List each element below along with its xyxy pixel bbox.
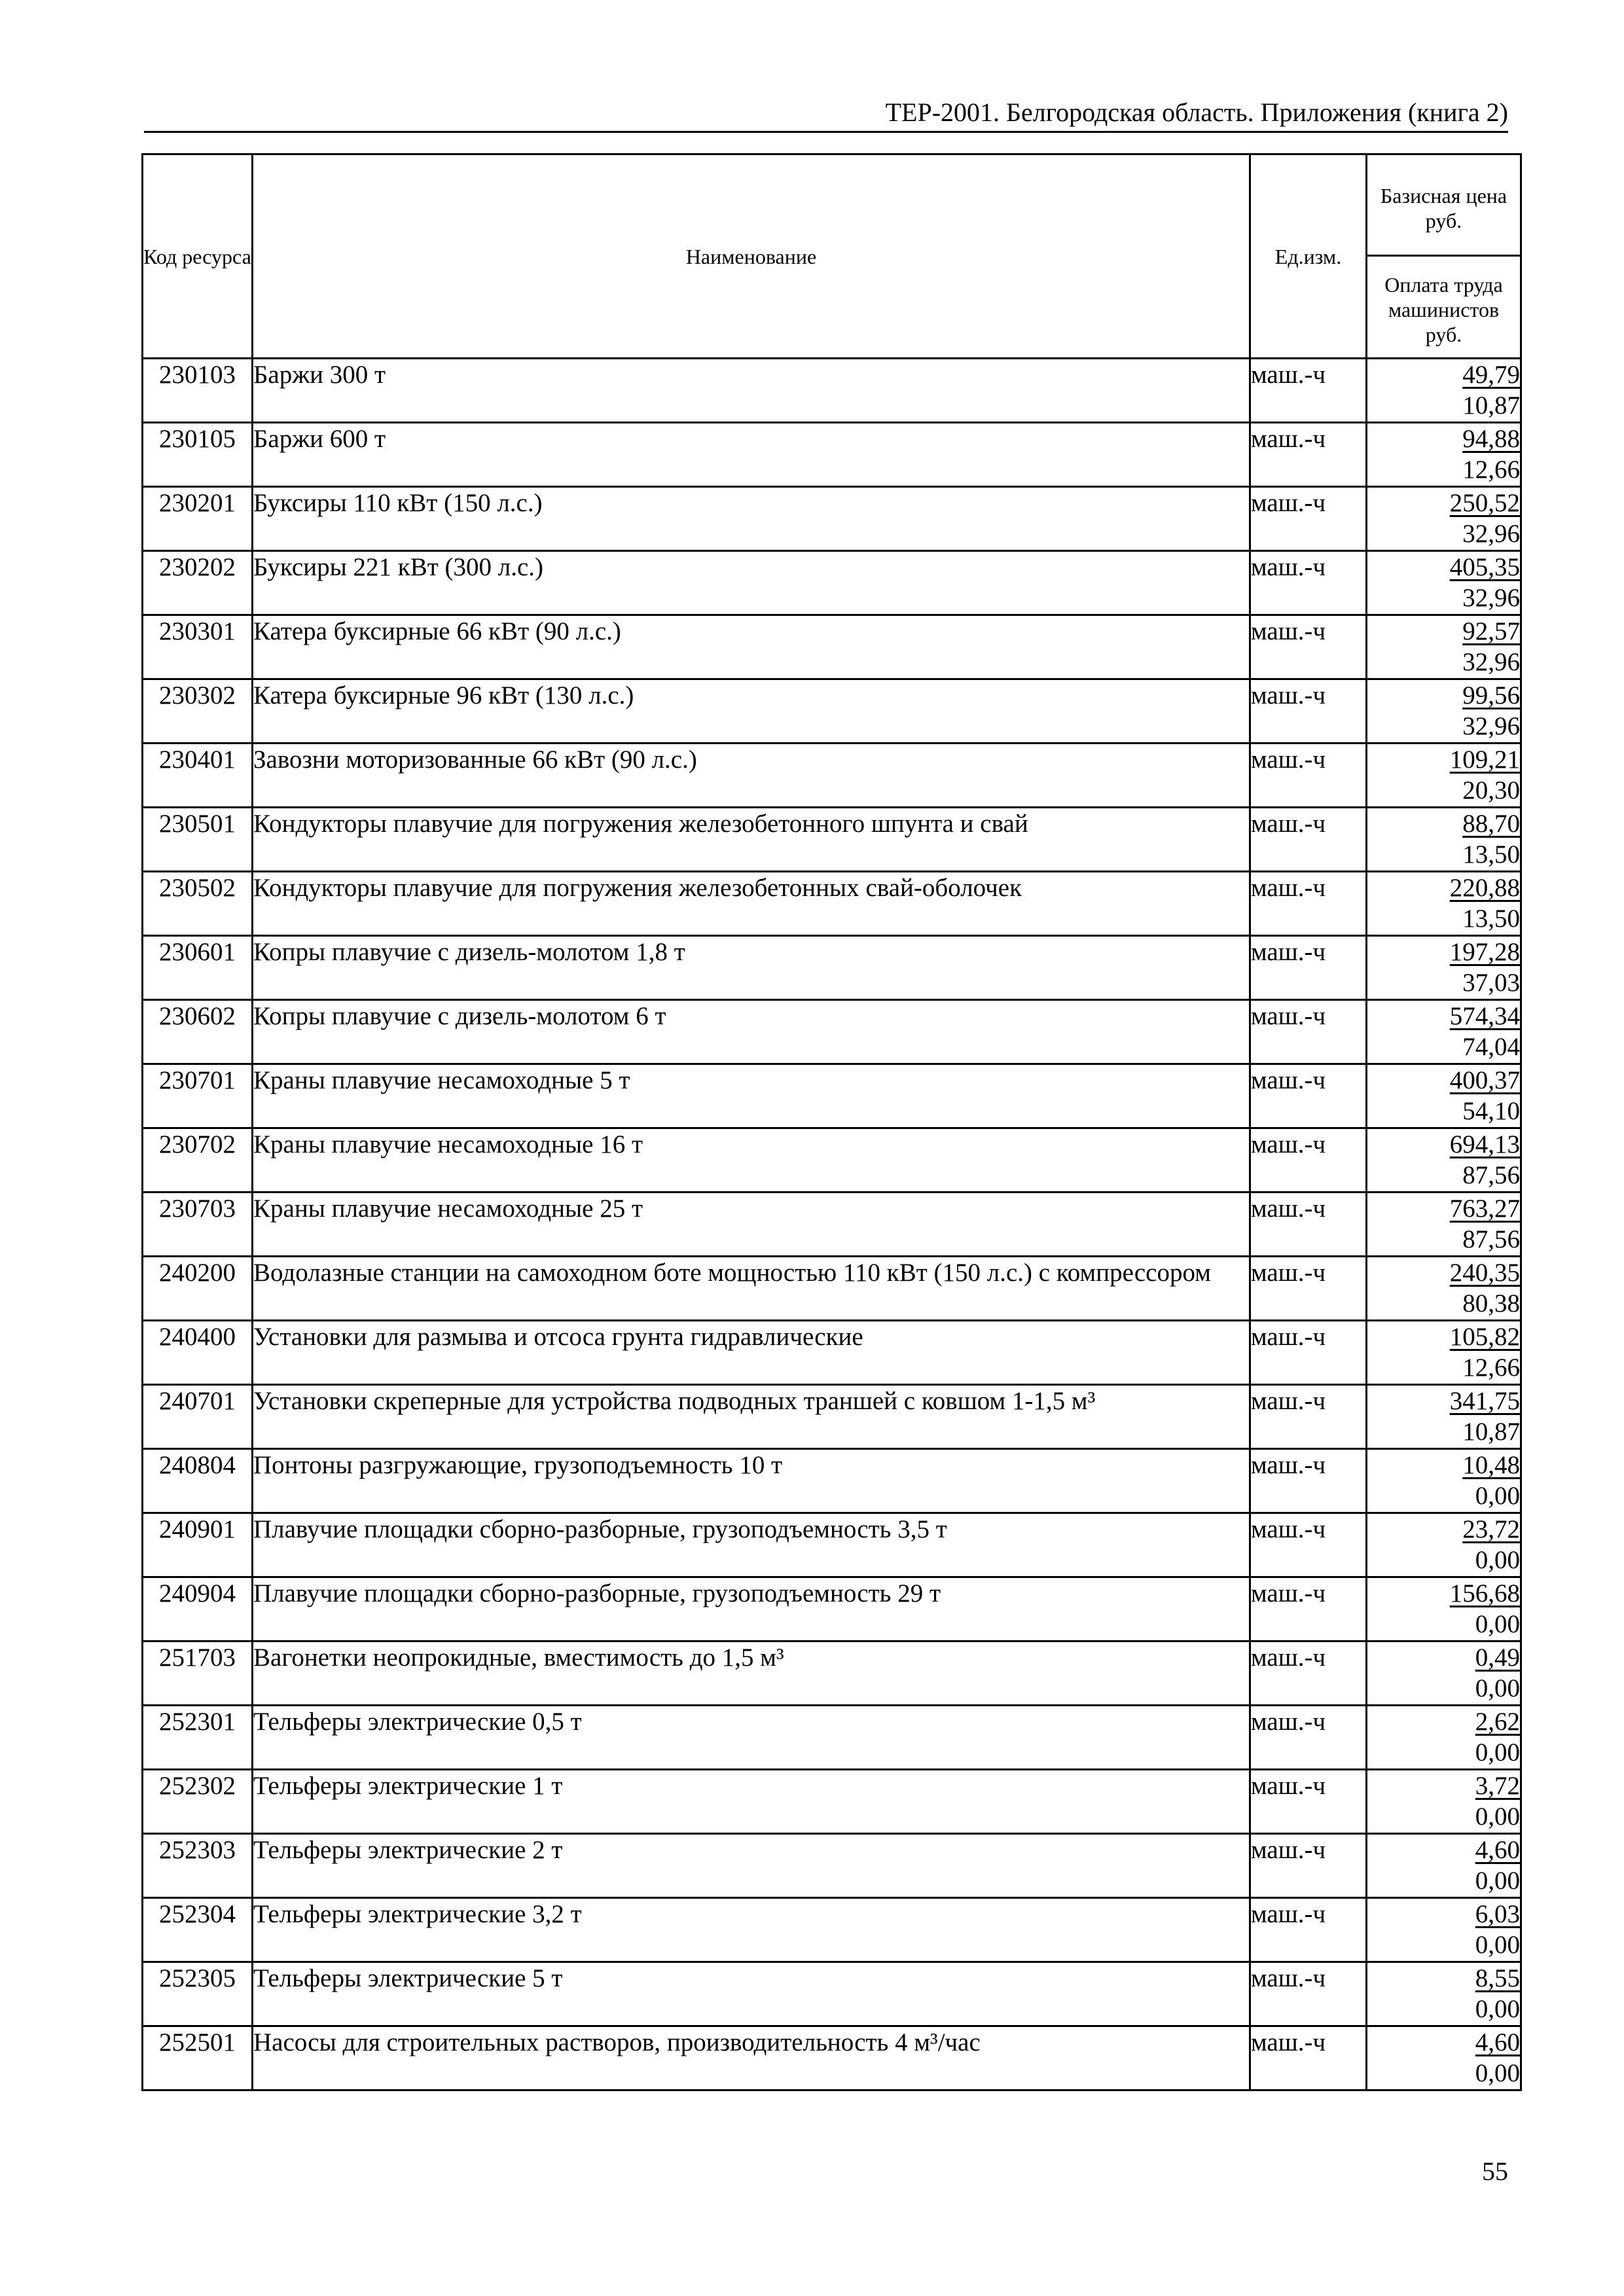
table-row (143, 1641, 1521, 1706)
resource-name: Катера буксирные 96 кВт (130 л.с.) (253, 679, 1250, 744)
labor-pay: 0,00 (1475, 1738, 1520, 1767)
labor-pay: 0,00 (1475, 1482, 1520, 1510)
page-number: 55 (1482, 2157, 1508, 2186)
resource-code: 240901 (143, 1513, 253, 1577)
resource-unit: маш.-ч (1250, 936, 1367, 1000)
base-price-line (1367, 1835, 1520, 1865)
base-price-line (1367, 1450, 1520, 1480)
base-price: 92,57 (1462, 617, 1520, 645)
base-price: 109,21 (1449, 745, 1520, 774)
labor-pay: 87,56 (1462, 1225, 1520, 1253)
labor-pay: 0,00 (1475, 1674, 1520, 1702)
price-cell (1367, 936, 1521, 1000)
table-row (143, 1385, 1521, 1449)
resource-name: Краны плавучие несамоходные 16 т (253, 1128, 1250, 1193)
price-cell (1367, 423, 1521, 487)
labor-pay: 10,87 (1462, 1418, 1520, 1446)
base-price-line (1367, 1321, 1520, 1352)
resource-code: 252304 (143, 1898, 253, 1962)
labor-pay: 54,10 (1462, 1097, 1520, 1125)
resource-code: 230701 (143, 1064, 253, 1128)
base-price: 341,75 (1449, 1387, 1520, 1415)
resource-name: Установки для размыва и отсоса грунта гидравлические (253, 1321, 1250, 1385)
labor-pay: 0,00 (1475, 1546, 1520, 1574)
column-header-name: Наименование (253, 154, 1250, 359)
base-price: 6,03 (1475, 1900, 1520, 1928)
resource-code: 230201 (143, 487, 253, 551)
base-price-line (1367, 1386, 1520, 1416)
resource-name: Кондукторы плавучие для погружения железобетонных свай-оболочек (253, 872, 1250, 936)
labor-pay: 0,00 (1475, 1995, 1520, 2023)
price-cell (1367, 1898, 1521, 1962)
table-body (143, 359, 1521, 2090)
base-price-line (1367, 552, 1520, 583)
resource-unit: маш.-ч (1250, 2026, 1367, 2090)
resource-code: 240200 (143, 1257, 253, 1321)
labor-pay: 20,30 (1462, 776, 1520, 804)
resource-unit: маш.-ч (1250, 1641, 1367, 1706)
resource-unit: маш.-ч (1250, 1064, 1367, 1128)
resource-code: 230703 (143, 1193, 253, 1257)
base-price: 88,70 (1462, 810, 1520, 838)
column-header-unit: Ед.изм. (1250, 154, 1367, 359)
table-row (143, 423, 1521, 487)
base-price-line (1367, 359, 1520, 390)
labor-pay: 12,66 (1462, 1354, 1520, 1382)
resource-name: Краны плавучие несамоходные 5 т (253, 1064, 1250, 1128)
resource-code: 252302 (143, 1770, 253, 1834)
resource-name: Баржи 300 т (253, 359, 1250, 423)
table-row (143, 679, 1521, 744)
base-price: 220,88 (1449, 874, 1520, 902)
table-row (143, 551, 1521, 615)
price-cell (1367, 1770, 1521, 1834)
base-price-line (1367, 1899, 1520, 1929)
labor-pay: 32,96 (1462, 648, 1520, 676)
base-price-line (1367, 744, 1520, 775)
table-row (143, 1193, 1521, 1257)
resource-name: Копры плавучие с дизель-молотом 1,8 т (253, 936, 1250, 1000)
base-price-line (1367, 808, 1520, 839)
resource-code: 230302 (143, 679, 253, 744)
base-price-line (1367, 680, 1520, 711)
base-price: 105,82 (1449, 1323, 1520, 1351)
resource-name: Вагонетки неопрокидные, вместимость до 1,5 м³ (253, 1641, 1250, 1706)
resource-unit: маш.-ч (1250, 808, 1367, 872)
base-price-line (1367, 937, 1520, 967)
base-price-line (1367, 1963, 1520, 1994)
resource-name: Насосы для строительных растворов, производительность 4 м³/час (253, 2026, 1250, 2090)
resource-name: Тельферы электрические 3,2 т (253, 1898, 1250, 1962)
labor-pay: 32,96 (1462, 712, 1520, 740)
resource-name: Тельферы электрические 0,5 т (253, 1706, 1250, 1770)
resource-name: Краны плавучие несамоходные 25 т (253, 1193, 1250, 1257)
resource-code: 230103 (143, 359, 253, 423)
price-cell (1367, 487, 1521, 551)
base-price: 694,13 (1449, 1130, 1520, 1158)
labor-pay: 80,38 (1462, 1289, 1520, 1318)
resource-unit: маш.-ч (1250, 1000, 1367, 1064)
base-price-line (1367, 1770, 1520, 1801)
table-row (143, 744, 1521, 808)
price-cell (1367, 872, 1521, 936)
resource-name: Водолазные станции на самоходном боте мощностью 110 кВт (150 л.с.) с компрессором (253, 1257, 1250, 1321)
price-cell (1367, 1449, 1521, 1513)
table-row (143, 1962, 1521, 2026)
resource-code: 230501 (143, 808, 253, 872)
resource-code: 240400 (143, 1321, 253, 1385)
labor-pay: 74,04 (1462, 1033, 1520, 1061)
base-price-line (1367, 423, 1520, 454)
resource-name: Буксиры 221 кВт (300 л.с.) (253, 551, 1250, 615)
price-cell (1367, 359, 1521, 423)
resource-code: 240701 (143, 1385, 253, 1449)
price-cell (1367, 679, 1521, 744)
table-row (143, 1000, 1521, 1064)
resource-unit: маш.-ч (1250, 615, 1367, 679)
price-cell (1367, 808, 1521, 872)
resource-unit: маш.-ч (1250, 1834, 1367, 1898)
resource-unit: маш.-ч (1250, 1577, 1367, 1641)
base-price: 8,55 (1475, 1964, 1520, 1992)
resource-name: Завозни моторизованные 66 кВт (90 л.с.) (253, 744, 1250, 808)
price-cell (1367, 1193, 1521, 1257)
price-cell (1367, 1513, 1521, 1577)
labor-pay: 0,00 (1475, 1931, 1520, 1959)
labor-pay: 10,87 (1462, 391, 1520, 420)
resource-unit: маш.-ч (1250, 744, 1367, 808)
table-row (143, 1128, 1521, 1193)
price-cell (1367, 1064, 1521, 1128)
resource-code: 252501 (143, 2026, 253, 2090)
resource-name: Тельферы электрические 5 т (253, 1962, 1250, 2026)
labor-pay: 13,50 (1462, 905, 1520, 933)
resource-code: 252303 (143, 1834, 253, 1898)
base-price-line (1367, 2027, 1520, 2058)
resource-name: Копры плавучие с дизель-молотом 6 т (253, 1000, 1250, 1064)
base-price: 240,35 (1449, 1259, 1520, 1287)
resource-unit: маш.-ч (1250, 359, 1367, 423)
table-row (143, 1770, 1521, 1834)
price-cell (1367, 1834, 1521, 1898)
table-row (143, 1513, 1521, 1577)
base-price-line (1367, 1129, 1520, 1160)
resource-code: 230702 (143, 1128, 253, 1193)
base-price-line (1367, 872, 1520, 903)
table-row (143, 1321, 1521, 1385)
labor-pay: 12,66 (1462, 456, 1520, 484)
resource-code: 251703 (143, 1641, 253, 1706)
base-price: 23,72 (1462, 1515, 1520, 1543)
table-row (143, 808, 1521, 872)
base-price: 3,72 (1475, 1772, 1520, 1800)
resource-code: 252301 (143, 1706, 253, 1770)
resource-unit: маш.-ч (1250, 1898, 1367, 1962)
table-row (143, 1064, 1521, 1128)
table-row (143, 615, 1521, 679)
column-header-labor-pay: Оплата труда машинистов руб. (1367, 256, 1521, 359)
table-row (143, 359, 1521, 423)
price-cell (1367, 1257, 1521, 1321)
resource-code: 252305 (143, 1962, 253, 2026)
resource-name: Тельферы электрические 2 т (253, 1834, 1250, 1898)
table-row (143, 1898, 1521, 1962)
resource-code: 230401 (143, 744, 253, 808)
base-price-line (1367, 616, 1520, 647)
resource-unit: маш.-ч (1250, 872, 1367, 936)
resource-code: 230105 (143, 423, 253, 487)
resource-name: Буксиры 110 кВт (150 л.с.) (253, 487, 1250, 551)
table-row (143, 1834, 1521, 1898)
resource-unit: маш.-ч (1250, 551, 1367, 615)
base-price-line (1367, 1642, 1520, 1673)
table-header (143, 154, 1521, 359)
base-price-line (1367, 1001, 1520, 1031)
price-cell (1367, 1000, 1521, 1064)
price-cell (1367, 1641, 1521, 1706)
labor-pay: 32,96 (1462, 520, 1520, 548)
resource-name: Катера буксирные 66 кВт (90 л.с.) (253, 615, 1250, 679)
price-cell (1367, 1577, 1521, 1641)
price-cell (1367, 1962, 1521, 2026)
price-cell (1367, 1706, 1521, 1770)
base-price-line (1367, 1706, 1520, 1737)
resource-unit: маш.-ч (1250, 1321, 1367, 1385)
labor-pay: 87,56 (1462, 1161, 1520, 1189)
resource-name: Плавучие площадки сборно-разборные, грузоподъемность 29 т (253, 1577, 1250, 1641)
base-price: 99,56 (1462, 681, 1520, 709)
resource-unit: маш.-ч (1250, 679, 1367, 744)
resource-name: Баржи 600 т (253, 423, 1250, 487)
base-price-line (1367, 1065, 1520, 1096)
base-price-line (1367, 488, 1520, 518)
resource-name: Кондукторы плавучие для погружения железобетонного шпунта и свай (253, 808, 1250, 872)
resource-unit: маш.-ч (1250, 1706, 1367, 1770)
base-price-line (1367, 1193, 1520, 1224)
resource-code: 230502 (143, 872, 253, 936)
base-price: 574,34 (1449, 1002, 1520, 1030)
table-row (143, 936, 1521, 1000)
resource-unit: маш.-ч (1250, 1513, 1367, 1577)
resource-name: Понтоны разгружающие, грузоподъемность 10 т (253, 1449, 1250, 1513)
price-cell (1367, 744, 1521, 808)
column-header-code: Код ресурса (143, 154, 253, 359)
base-price: 250,52 (1449, 489, 1520, 517)
base-price: 405,35 (1449, 553, 1520, 581)
price-cell (1367, 1321, 1521, 1385)
price-cell (1367, 615, 1521, 679)
price-cell (1367, 2026, 1521, 2090)
price-cell (1367, 1128, 1521, 1193)
header-rule (144, 131, 1508, 133)
resource-unit: маш.-ч (1250, 1385, 1367, 1449)
table-row (143, 872, 1521, 936)
base-price: 400,37 (1449, 1066, 1520, 1094)
labor-pay: 37,03 (1462, 969, 1520, 997)
resource-code: 230601 (143, 936, 253, 1000)
labor-pay: 0,00 (1475, 2059, 1520, 2087)
resource-code: 230301 (143, 615, 253, 679)
resource-unit: маш.-ч (1250, 1962, 1367, 2026)
price-cell (1367, 551, 1521, 615)
base-price: 197,28 (1449, 938, 1520, 966)
resource-name: Плавучие площадки сборно-разборные, грузоподъемность 3,5 т (253, 1513, 1250, 1577)
resource-unit: маш.-ч (1250, 1770, 1367, 1834)
base-price-line (1367, 1257, 1520, 1288)
resource-price-table (141, 153, 1522, 2091)
base-price: 4,60 (1475, 1836, 1520, 1864)
resource-code: 230202 (143, 551, 253, 615)
resource-code: 230602 (143, 1000, 253, 1064)
labor-pay: 13,50 (1462, 840, 1520, 869)
resource-code: 240904 (143, 1577, 253, 1641)
table-row (143, 1449, 1521, 1513)
resource-code: 240804 (143, 1449, 253, 1513)
resource-unit: маш.-ч (1250, 1128, 1367, 1193)
resource-name: Тельферы электрические 1 т (253, 1770, 1250, 1834)
base-price: 49,79 (1462, 361, 1520, 389)
base-price: 156,68 (1449, 1579, 1520, 1607)
base-price: 10,48 (1462, 1451, 1520, 1479)
base-price: 4,60 (1475, 2028, 1520, 2056)
labor-pay: 0,00 (1475, 1610, 1520, 1638)
base-price: 0,49 (1475, 1643, 1520, 1672)
running-header: ТЕР-2001. Белгородская область. Приложения (книга 2) (885, 98, 1508, 127)
base-price: 763,27 (1449, 1194, 1520, 1223)
resource-unit: маш.-ч (1250, 487, 1367, 551)
price-cell (1367, 1385, 1521, 1449)
base-price: 94,88 (1462, 425, 1520, 453)
table-row (143, 2026, 1521, 2090)
table-row (143, 1706, 1521, 1770)
labor-pay: 32,96 (1462, 584, 1520, 612)
base-price-line (1367, 1578, 1520, 1609)
labor-pay: 0,00 (1475, 1803, 1520, 1831)
table-row (143, 487, 1521, 551)
resource-unit: маш.-ч (1250, 1193, 1367, 1257)
resource-unit: маш.-ч (1250, 423, 1367, 487)
resource-unit: маш.-ч (1250, 1257, 1367, 1321)
base-price-line (1367, 1514, 1520, 1545)
base-price: 2,62 (1475, 1708, 1520, 1736)
resource-name: Установки скреперные для устройства подводных траншей с ковшом 1-1,5 м³ (253, 1385, 1250, 1449)
resource-unit: маш.-ч (1250, 1449, 1367, 1513)
labor-pay: 0,00 (1475, 1867, 1520, 1895)
column-header-base-price: Базисная цена руб. (1367, 154, 1521, 256)
table-row (143, 1257, 1521, 1321)
table-row (143, 1577, 1521, 1641)
